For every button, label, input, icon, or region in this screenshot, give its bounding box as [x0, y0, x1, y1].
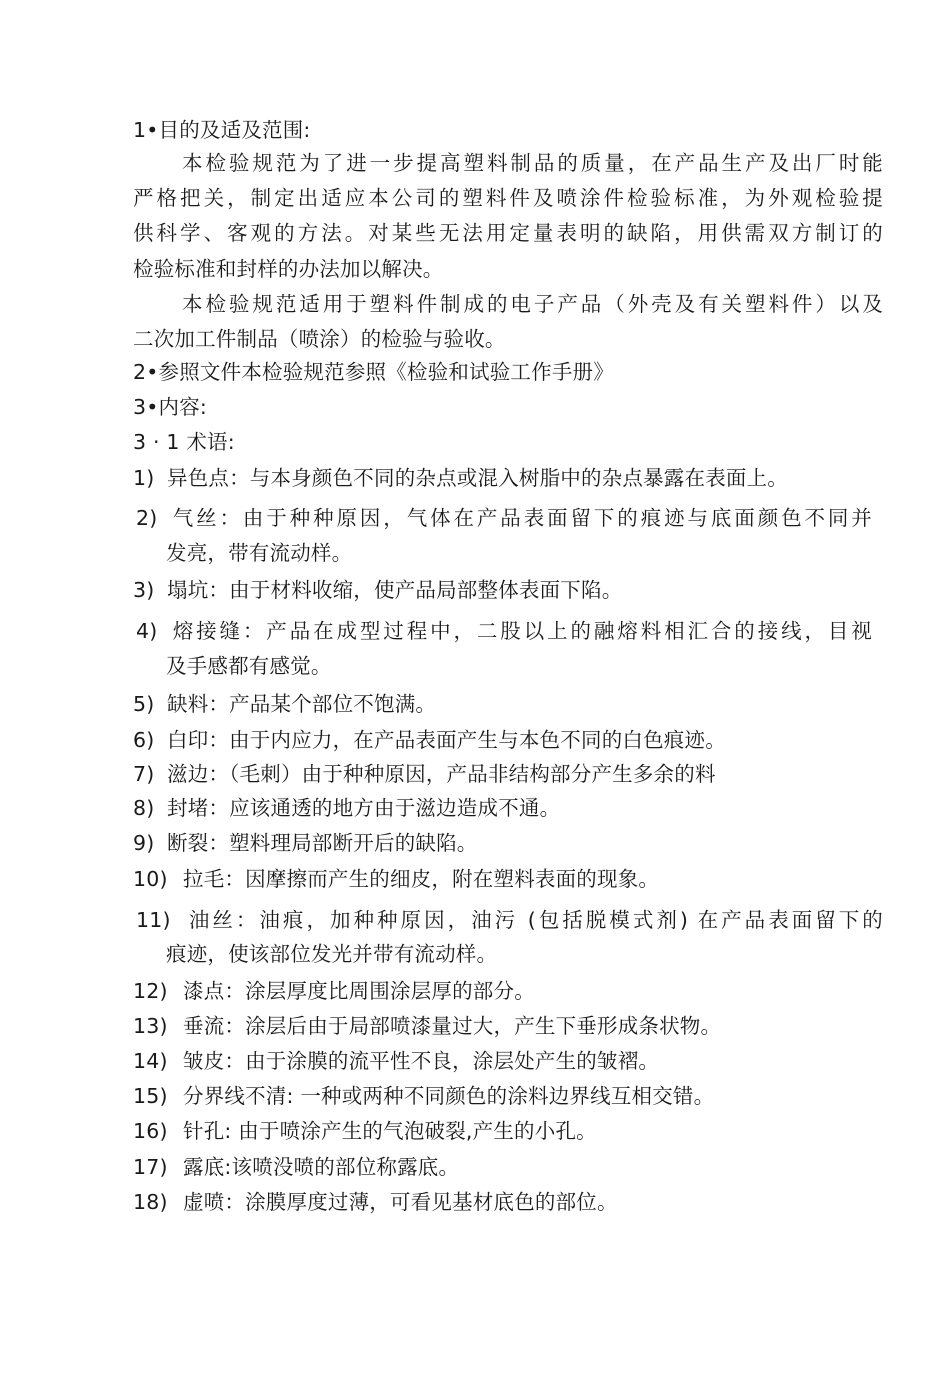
term-number: 5)	[133, 692, 155, 716]
section-3-1-heading: 3 · 1 术语:	[133, 430, 235, 454]
term-text: 缺料：产品某个部位不饱满。	[167, 692, 437, 716]
term-text: 油丝：油痕，加种种原因，油污 (包括脱模式剂) 在产品表面留下的	[186, 908, 883, 932]
term-text-continued: 发亮，带有流动样。	[166, 541, 353, 565]
term-number: 14)	[133, 1049, 168, 1073]
term-number: 15)	[133, 1084, 168, 1108]
term-text: 塌坑：由于材料收缩，使产品局部整体表面下陷。	[167, 578, 623, 602]
term-item	[133, 686, 436, 722]
term-item	[136, 500, 872, 536]
term-text: 拉毛：因摩擦而产生的细皮，附在塑料表面的现象。	[183, 867, 660, 891]
term-item	[133, 1078, 714, 1114]
section-2-text: 2•参照文件本检验规范参照《检验和试验工作手册》	[133, 360, 614, 384]
section-1-para-1-line-3: 供科学、客观的方法。对某些无法用定量表明的缺陷，用供需双方制订的	[133, 221, 883, 245]
term-item	[133, 1043, 659, 1079]
term-number: 12)	[133, 979, 168, 1003]
term-item	[133, 1184, 618, 1220]
term-item	[136, 902, 883, 938]
term-text: 针孔: 由于喷涂产生的气泡破裂,产生的小孔。	[183, 1119, 597, 1143]
section-3-heading: 3•内容:	[133, 395, 208, 419]
term-item	[133, 756, 716, 792]
term-number: 16)	[133, 1119, 168, 1143]
term-number: 18)	[133, 1190, 168, 1214]
section-1-para-1-line-4: 检验标准和封样的办法加以解决。	[133, 257, 444, 281]
term-text: 露底:该喷没喷的部位称露底。	[183, 1155, 460, 1179]
term-item	[133, 1149, 459, 1185]
term-text-continued: 及手感都有感觉。	[166, 654, 332, 678]
term-item	[133, 460, 788, 496]
section-1-para-1-line-1: 本检验规范为了进一步提高塑料制品的质量，在产品生产及出厂时能	[182, 151, 883, 175]
section-1-heading: 1•目的及适及范围:	[133, 118, 311, 142]
term-item	[133, 1008, 721, 1044]
term-number: 13)	[133, 1014, 168, 1038]
term-number: 11)	[136, 908, 171, 932]
term-number: 3)	[133, 578, 155, 602]
term-number: 4)	[136, 619, 158, 643]
term-number: 9)	[133, 831, 155, 855]
term-text: 虚喷：涂膜厚度过薄，可看见基材底色的部位。	[183, 1190, 618, 1214]
term-text: 封堵：应该通透的地方由于滋边造成不通。	[167, 796, 561, 820]
term-number: 6)	[133, 728, 155, 752]
term-item	[133, 572, 622, 608]
term-item	[133, 973, 535, 1009]
term-item	[133, 1113, 597, 1149]
term-item	[133, 790, 560, 826]
term-text: 垂流：涂层后由于局部喷漆量过大，产生下垂形成条状物。	[183, 1014, 722, 1038]
term-text: 气丝：由于种种原因，气体在产品表面留下的痕迹与底面颜色不同并	[170, 506, 872, 530]
term-text: 皱皮：由于涂膜的流平性不良，涂层处产生的皱褶。	[183, 1049, 660, 1073]
term-item	[133, 861, 659, 897]
term-text: 异色点：与本身颜色不同的杂点或混入树脂中的杂点暴露在表面上。	[167, 466, 788, 490]
term-text: 滋边：（毛刺）由于种种原因，产品非结构部分产生多余的料	[167, 762, 716, 786]
term-text: 分界线不清: 一种或两种不同颜色的涂料边界线互相交错。	[183, 1084, 715, 1108]
section-1-para-2-line-1: 本检验规范适用于塑料件制成的电子产品（外壳及有关塑料件）以及	[182, 292, 883, 316]
term-text: 熔接缝：产品在成型过程中，二股以上的融熔料相汇合的接线，目视	[170, 619, 872, 643]
term-number: 2)	[136, 506, 158, 530]
term-text: 漆点：涂层厚度比周围涂层厚的部分。	[183, 979, 535, 1003]
term-number: 7)	[133, 762, 155, 786]
section-1-para-1-line-2: 严格把关，制定出适应本公司的塑料件及喷涂件检验标准，为外观检验提	[133, 186, 883, 210]
term-text: 白印：由于内应力，在产品表面产生与本色不同的白色痕迹。	[167, 728, 726, 752]
term-item	[133, 722, 726, 758]
term-number: 17)	[133, 1155, 168, 1179]
term-number: 8)	[133, 796, 155, 820]
term-number: 1)	[133, 466, 155, 490]
term-text: 断裂：塑料理局部断开后的缺陷。	[167, 831, 478, 855]
term-item	[136, 613, 872, 649]
term-number: 10)	[133, 867, 168, 891]
section-1-para-2-line-2: 二次加工件制品（喷涂）的检验与验收。	[133, 327, 506, 351]
term-item	[133, 825, 478, 861]
term-text-continued: 痕迹，使该部位发光并带有流动样。	[166, 942, 498, 966]
